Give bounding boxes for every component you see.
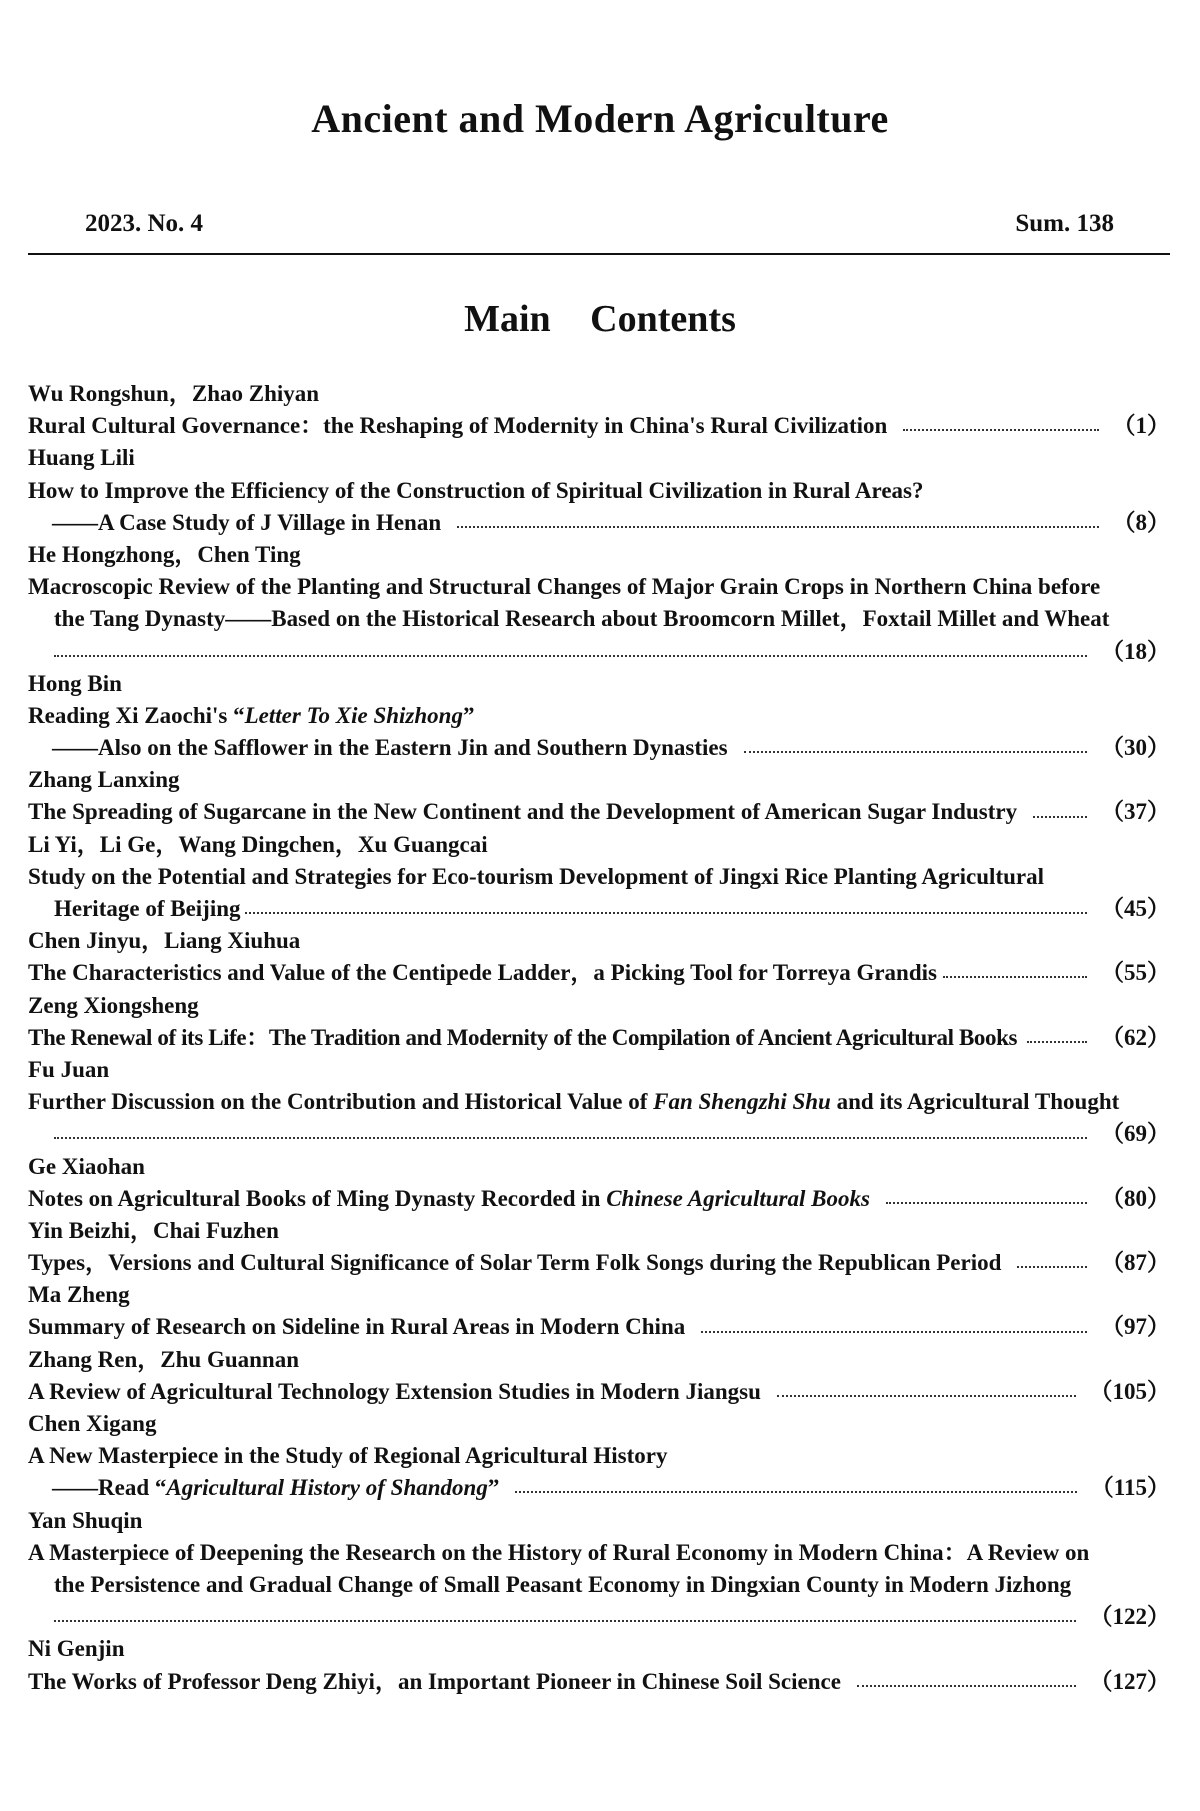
entry-title: Types，Versions and Cultural Significance of Solar Term Folk Songs during the Republican Period <box>28 1250 1002 1276</box>
entry-subtitle-line[interactable] <box>28 1472 1170 1504</box>
entry-title-text: Notes on Agricultural Books of Ming Dynasty Recorded in <box>28 1185 607 1211</box>
entry-title[interactable]: How to Improve the Efficiency of the Construction of Spiritual Civilization in Rural Areas? <box>28 477 924 503</box>
entry-title-line[interactable] <box>28 1666 1170 1698</box>
contents-title: Main Contents <box>464 298 736 340</box>
page-number: （105） <box>1089 1378 1170 1404</box>
entry-authors: Yan Shuqin <box>28 1507 143 1533</box>
entry-title[interactable] <box>28 700 1170 732</box>
sum-number: Sum. 138 <box>1015 210 1114 237</box>
entry-title-italic: Letter To Xie Shizhong <box>244 702 463 728</box>
entry-subtitle-text: ” <box>487 1475 500 1501</box>
dot-leader <box>886 1202 1087 1204</box>
entry-title: A Review of Agricultural Technology Extension Studies in Modern Jiangsu <box>28 1378 761 1404</box>
entry-title-continued[interactable]: the Tang Dynasty——Based on the Historical Research about Broomcorn Millet，Foxtail Millet and Wheat <box>54 606 1110 632</box>
entry-page-line <box>28 636 1170 668</box>
page-number: （80） <box>1101 1185 1170 1211</box>
entry-title-italic: Fan Shengzhi Shu <box>653 1089 831 1115</box>
entry-title <box>28 1183 870 1215</box>
page-number: （55） <box>1101 960 1170 986</box>
entry-title-text: Further Discussion on the Contribution and Historical Value of <box>28 1089 654 1115</box>
entry-title-line[interactable] <box>28 1311 1170 1343</box>
page-number: （18） <box>1101 638 1170 664</box>
dot-leader <box>245 912 1087 914</box>
dot-leader <box>54 1620 1076 1622</box>
entry-title: The Characteristics and Value of the Centipede Ladder，a Picking Tool for Torreya Grandis <box>28 960 937 986</box>
dot-leader <box>744 751 1087 753</box>
entry-title-line[interactable] <box>28 410 1170 442</box>
page-number: （127） <box>1089 1668 1170 1694</box>
entry-page-line <box>28 1118 1170 1150</box>
entry-title-continued[interactable]: the Persistence and Gradual Change of Small Peasant Economy in Dingxian County in Modern Jizhong <box>54 1571 1072 1597</box>
entry-authors: Ge Xiaohan <box>28 1153 145 1179</box>
entry-authors: Li Yi，Li Ge，Wang Dingchen，Xu Guangcai <box>28 831 488 857</box>
entry-authors: Fu Juan <box>28 1056 110 1082</box>
entry-authors: Chen Jinyu，Liang Xiuhua <box>28 928 301 954</box>
dot-leader <box>857 1685 1076 1687</box>
entry-authors: Chen Xigang <box>28 1411 157 1436</box>
entry-title-text: Reading Xi Zaochi's “ <box>28 702 245 728</box>
entry-title-line[interactable] <box>28 796 1170 828</box>
dot-leader <box>54 655 1087 657</box>
entry-title: Summary of Research on Sideline in Rural Areas in Modern China <box>28 1314 686 1340</box>
entry-title-continued-line[interactable] <box>28 893 1170 925</box>
dot-leader <box>903 429 1098 431</box>
entry-authors: Zeng Xiongsheng <box>28 992 199 1018</box>
entry-title[interactable]: A Masterpiece of Deepening the Research on the History of Rural Economy in Modern China：A Review on <box>28 1539 1090 1565</box>
entry-subtitle <box>52 1472 499 1504</box>
entry-title: The Spreading of Sugarcane in the New Continent and the Development of American Sugar Industry <box>28 799 1018 825</box>
dot-leader <box>54 1137 1087 1139</box>
page-number: （37） <box>1101 799 1170 825</box>
entry-subtitle-line[interactable] <box>28 507 1170 539</box>
entry-subtitle: ——Also on the Safflower in the Eastern Jin and Southern Dynasties <box>52 735 728 761</box>
entry-title: The Renewal of its Life：The Tradition and Modernity of the Compilation of Ancient Agricultural Books <box>28 1024 1018 1050</box>
dot-leader <box>943 976 1087 978</box>
entry-title-text: and its Agricultural Thought <box>830 1089 1120 1115</box>
entry-authors: Zhang Ren，Zhu Guannan <box>28 1346 300 1372</box>
journal-title: Ancient and Modern Agriculture <box>311 96 889 141</box>
entry-title-line[interactable] <box>28 1022 1170 1054</box>
entry-authors: Ni Genjin <box>28 1636 125 1662</box>
entry-title-line[interactable] <box>28 957 1170 989</box>
entry-title-continued: Heritage of Beijing <box>54 896 241 921</box>
entry-authors: Zhang Lanxing <box>28 767 180 793</box>
page-number: （62） <box>1101 1024 1170 1050</box>
entry-title-italic: Chinese Agricultural Books <box>606 1185 870 1211</box>
entry-authors: Yin Beizhi，Chai Fuzhen <box>28 1217 279 1243</box>
page-number: （97） <box>1101 1314 1170 1340</box>
entry-subtitle-italic: Agricultural History of Shandong <box>166 1475 488 1501</box>
issue-number: 2023. No. 4 <box>85 210 204 237</box>
entry-title[interactable]: Study on the Potential and Strategies for Eco-tourism Development of Jingxi Rice Planting Agricultural <box>28 863 1044 889</box>
entry-title-line[interactable] <box>28 1183 1170 1215</box>
page-number: （1） <box>1112 413 1170 439</box>
entry-title[interactable] <box>28 1086 1170 1118</box>
entry-title-line[interactable] <box>28 1376 1170 1408</box>
entry-title: Rural Cultural Governance：the Reshaping of Modernity in China's Rural Civilization <box>28 413 888 439</box>
entry-subtitle-line[interactable] <box>28 732 1170 764</box>
entry-title: The Works of Professor Deng Zhiyi，an Important Pioneer in Chinese Soil Science <box>28 1668 841 1694</box>
dot-leader <box>1017 1266 1087 1268</box>
entry-title-line[interactable] <box>28 1247 1170 1279</box>
entry-title[interactable]: A New Masterpiece in the Study of Regional Agricultural History <box>28 1443 668 1469</box>
entry-authors: He Hongzhong，Chen Ting <box>28 541 301 567</box>
entry-title-text: ” <box>462 702 475 728</box>
page-number: （8） <box>1112 509 1170 535</box>
page-number: （69） <box>1101 1121 1170 1147</box>
entry-authors: Ma Zheng <box>28 1282 130 1308</box>
page-number: （87） <box>1101 1250 1170 1276</box>
entry-subtitle: ——A Case Study of J Village in Henan <box>52 509 442 535</box>
entry-page-line <box>28 1601 1170 1633</box>
entry-title[interactable]: Macroscopic Review of the Planting and Structural Changes of Major Grain Crops in Northern China before <box>28 574 1101 600</box>
dot-leader <box>701 1331 1087 1333</box>
dot-leader <box>457 526 1098 528</box>
page-number: （122） <box>1089 1604 1170 1630</box>
entry-authors: Huang Lili <box>28 445 135 471</box>
page-number: （115） <box>1090 1475 1170 1501</box>
table-of-contents <box>28 378 1170 1698</box>
page-number: （30） <box>1101 735 1170 761</box>
entry-subtitle-text: ——Read “ <box>52 1475 167 1501</box>
dot-leader <box>777 1395 1076 1397</box>
entry-authors: Wu Rongshun，Zhao Zhiyan <box>28 381 320 406</box>
dot-leader <box>515 1491 1076 1493</box>
header-rule <box>28 253 1170 255</box>
page-number: （45） <box>1101 896 1170 921</box>
entry-authors: Hong Bin <box>28 670 122 696</box>
dot-leader <box>1033 816 1087 818</box>
dot-leader <box>1027 1041 1087 1043</box>
